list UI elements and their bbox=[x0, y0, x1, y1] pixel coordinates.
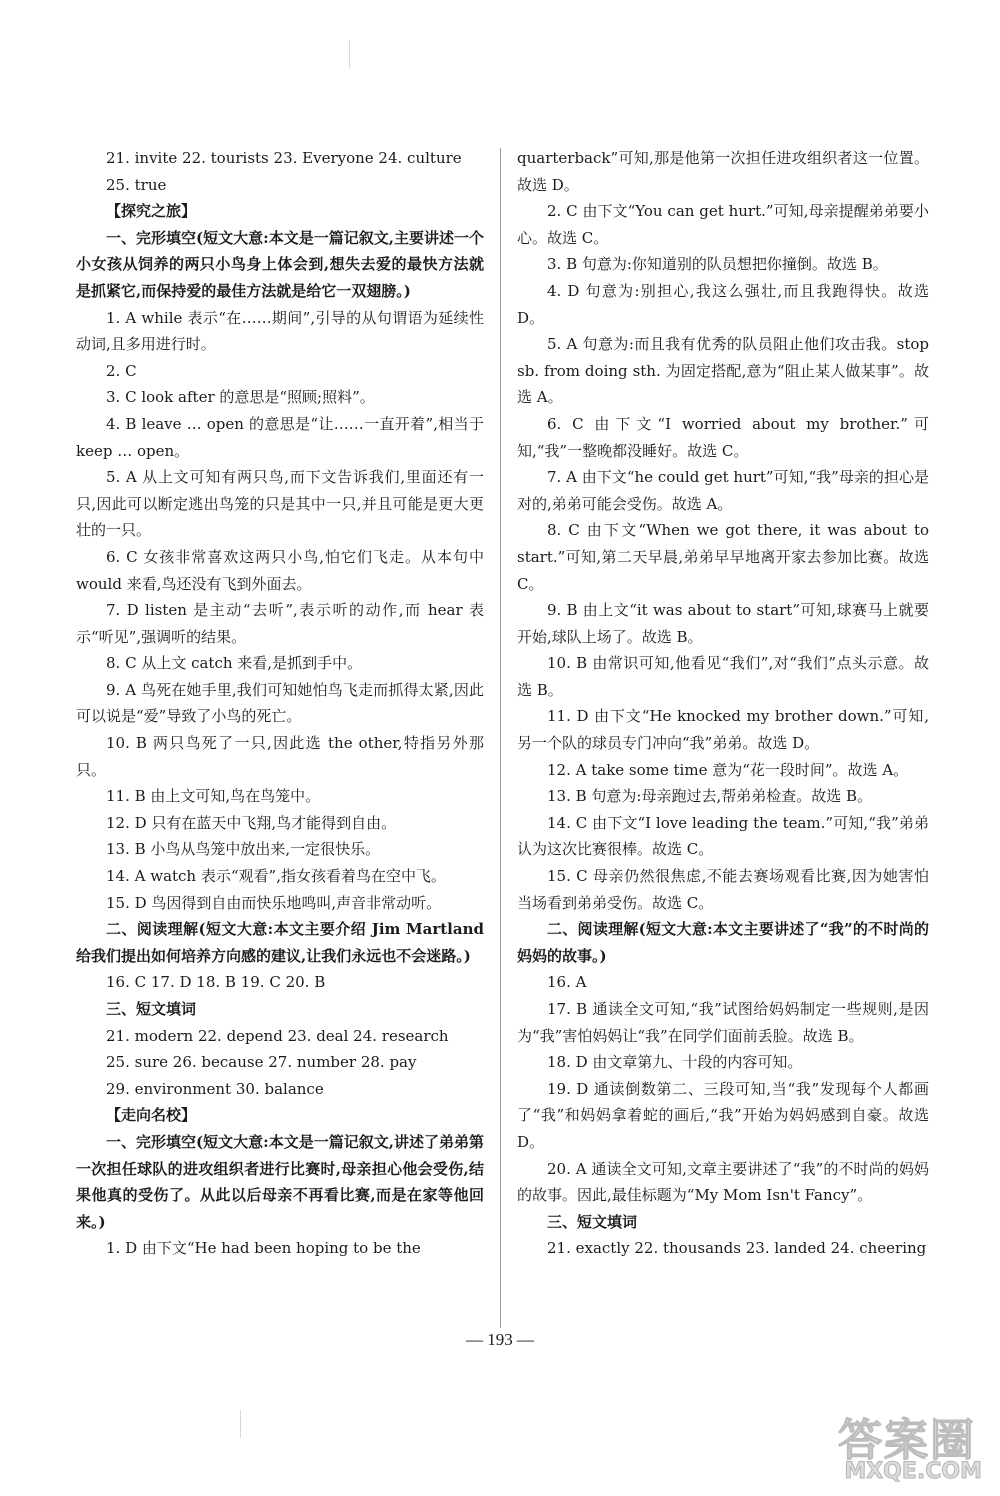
section-heading: 三、短文填词 bbox=[106, 1000, 197, 1018]
answer-paragraph: 15. D 鸟因得到自由而快乐地鸣叫,声音非常动听。 bbox=[106, 893, 442, 912]
answer-paragraph: 2. C 由下文“You can get hurt.”可知,母亲提醒弟弟要小心。故选 C。 bbox=[517, 202, 929, 247]
answer-paragraph: 6. C 女孩非常喜欢这两只小鸟,怕它们飞走。从本句中 would 来看,鸟还没有飞到外面去。 bbox=[76, 547, 484, 593]
answer-paragraph: 1. D 由下文“He had been hoping to be the bbox=[106, 1239, 421, 1258]
answer-paragraph: 5. A 从上文可知有两只鸟,而下文告诉我们,里面还有一只,因此可以断定逃出鸟笼的只是其中一只,并且可能是更大更壮的一只。 bbox=[76, 468, 484, 540]
answer-paragraph: 9. B 由上文“it was about to start”可知,球赛马上就要开始,球队上场了。故选 B。 bbox=[517, 601, 929, 646]
section-heading: 二、阅读理解(短文大意:本文主要介绍 Jim Martland 给我们提出如何培养方向感的建议,让我们永远也不会迷路。) bbox=[76, 920, 484, 965]
watermark-logo-text: 答案圈 bbox=[838, 1415, 976, 1466]
answer-paragraph: 21. modern 22. depend 23. deal 24. research bbox=[106, 1026, 449, 1045]
answer-paragraph: 5. A 句意为:而且我有优秀的队员阻止他们攻击我。stop sb. from doing sth. 为固定搭配,意为“阻止某人做某事”。故选 A。 bbox=[517, 335, 929, 407]
answer-paragraph: 13. B 小鸟从鸟笼中放出来,一定很快乐。 bbox=[106, 840, 381, 859]
answer-paragraph: 6. C 由下文“I worried about my brother.”可知,“我”一整晚都没睡好。故选 C。 bbox=[517, 414, 929, 460]
scan-mark bbox=[240, 1410, 241, 1438]
answer-paragraph: 3. B 句意为:你知道别的队员想把你撞倒。故选 B。 bbox=[547, 255, 888, 274]
answer-paragraph: 18. D 由文章第九、十段的内容可知。 bbox=[547, 1053, 803, 1072]
answer-paragraph: 8. C 由下文“When we got there, it was about to start.”可知,第二天早晨,弟弟早早地离开家去参加比赛。故选 C。 bbox=[517, 521, 929, 593]
watermark-url: MXQE.COM bbox=[844, 1459, 982, 1484]
answer-paragraph: 17. B 通读全文可知,“我”试图给妈妈制定一些规则,是因为“我”害怕妈妈让“我”在同学们面前丢脸。故选 B。 bbox=[517, 1000, 929, 1045]
answer-paragraph: 4. B leave … open 的意思是“让……一直开着”,相当于 keep … open。 bbox=[76, 414, 484, 460]
column-divider bbox=[500, 148, 501, 1328]
answer-paragraph: 21. invite 22. tourists 23. Everyone 24. culture bbox=[106, 149, 462, 167]
answer-paragraph: 3. C look after 的意思是“照顾;照料”。 bbox=[106, 388, 375, 407]
section-heading: 【探究之旅】 bbox=[106, 202, 197, 221]
answer-paragraph: 25. true bbox=[106, 175, 167, 194]
answer-paragraph: 12. D 只有在蓝天中飞翔,鸟才能得到自由。 bbox=[106, 813, 397, 832]
answer-paragraph: 13. B 句意为:母亲跑过去,帮弟弟检查。故选 B。 bbox=[547, 787, 873, 806]
section-heading: 三、短文填词 bbox=[547, 1212, 638, 1231]
section-heading: 一、完形填空(短文大意:本文是一篇记叙文,讲述了弟弟第一次担任球队的进攻组织者进行比赛时,母亲担心他会受伤,结果他真的受伤了。从此以后母亲不再看比赛,而是在家等他回来。) bbox=[76, 1132, 484, 1231]
answer-paragraph: 29. environment 30. balance bbox=[106, 1079, 324, 1098]
answer-paragraph: quarterback”可知,那是他第一次担任进攻组织者这一位置。故选 D。 bbox=[517, 149, 929, 194]
answer-paragraph: 8. C 从上文 catch 来看,是抓到手中。 bbox=[106, 654, 363, 673]
answer-paragraph: 21. exactly 22. thousands 23. landed 24. cheering bbox=[547, 1239, 927, 1258]
answer-paragraph: 15. C 母亲仍然很焦虑,不能去赛场观看比赛,因为她害怕当场看到弟弟受伤。故选 C。 bbox=[517, 867, 929, 912]
answer-paragraph: 7. A 由下文“he could get hurt”可知,“我”母亲的担心是对的,弟弟可能会受伤。故选 A。 bbox=[517, 468, 929, 513]
answer-paragraph: 1. A while 表示“在……期间”,引导的从句谓语为延续性动词,且多用进行时。 bbox=[76, 308, 484, 354]
watermark-logo bbox=[806, 1404, 986, 1484]
right-column bbox=[517, 145, 929, 1262]
scan-mark bbox=[349, 40, 350, 68]
answer-paragraph: 20. A 通读全文可知,文章主要讲述了“我”的不时尚的妈妈的故事。因此,最佳标题为“My Mom Isn't Fancy”。 bbox=[517, 1159, 929, 1205]
answer-paragraph: 10. B 由常识可知,他看见“我们”,对“我们”点头示意。故选 B。 bbox=[517, 654, 929, 699]
answer-paragraph: 2. C bbox=[106, 361, 137, 380]
answer-paragraph: 16. A bbox=[547, 973, 587, 992]
answer-paragraph: 14. C 由下文“I love leading the team.”可知,“我”弟弟认为这次比赛很棒。故选 C。 bbox=[517, 813, 929, 859]
answer-paragraph: 19. D 通读倒数第二、三段可知,当“我”发现每个人都画了“我”和妈妈拿着蛇的画后,“我”开始为妈妈感到自豪。故选 D。 bbox=[517, 1079, 929, 1151]
answer-paragraph: 10. B 两只鸟死了一只,因此选 the other,特指另外那只。 bbox=[76, 734, 484, 779]
page-number: — 193 — bbox=[466, 1330, 534, 1349]
answer-paragraph: 7. D listen 是主动“去听”,表示听的动作,而 hear 表示“听见”,强调听的结果。 bbox=[76, 601, 484, 646]
left-column bbox=[76, 145, 484, 1262]
answer-paragraph: 11. B 由上文可知,鸟在鸟笼中。 bbox=[106, 787, 321, 806]
section-heading: 【走向名校】 bbox=[106, 1106, 197, 1125]
answer-paragraph: 12. A take some time 意为“花一段时间”。故选 A。 bbox=[547, 760, 909, 779]
section-heading: 一、完形填空(短文大意:本文是一篇记叙文,主要讲述一个小女孩从饲养的两只小鸟身上体会到,想失去爱的最快方法就是抓紧它,而保持爱的最佳方法就是给它一双翅膀。) bbox=[76, 228, 484, 300]
answer-paragraph: 25. sure 26. because 27. number 28. pay bbox=[106, 1053, 417, 1072]
answer-paragraph: 9. A 鸟死在她手里,我们可知她怕鸟飞走而抓得太紧,因此可以说是“爱”导致了小鸟的死亡。 bbox=[76, 680, 484, 726]
answer-paragraph: 16. C 17. D 18. B 19. C 20. B bbox=[106, 973, 326, 992]
section-heading: 二、阅读理解(短文大意:本文主要讲述了“我”的不时尚的妈妈的故事。) bbox=[517, 920, 929, 965]
answer-paragraph: 4. D 句意为:别担心,我这么强壮,而且我跑得快。故选 D。 bbox=[517, 281, 929, 327]
answer-paragraph: 14. A watch 表示“观看”,指女孩看着鸟在空中飞。 bbox=[106, 867, 446, 886]
answer-paragraph: 11. D 由下文“He knocked my brother down.”可知,另一个队的球员专门冲向“我”弟弟。故选 D。 bbox=[517, 707, 929, 753]
